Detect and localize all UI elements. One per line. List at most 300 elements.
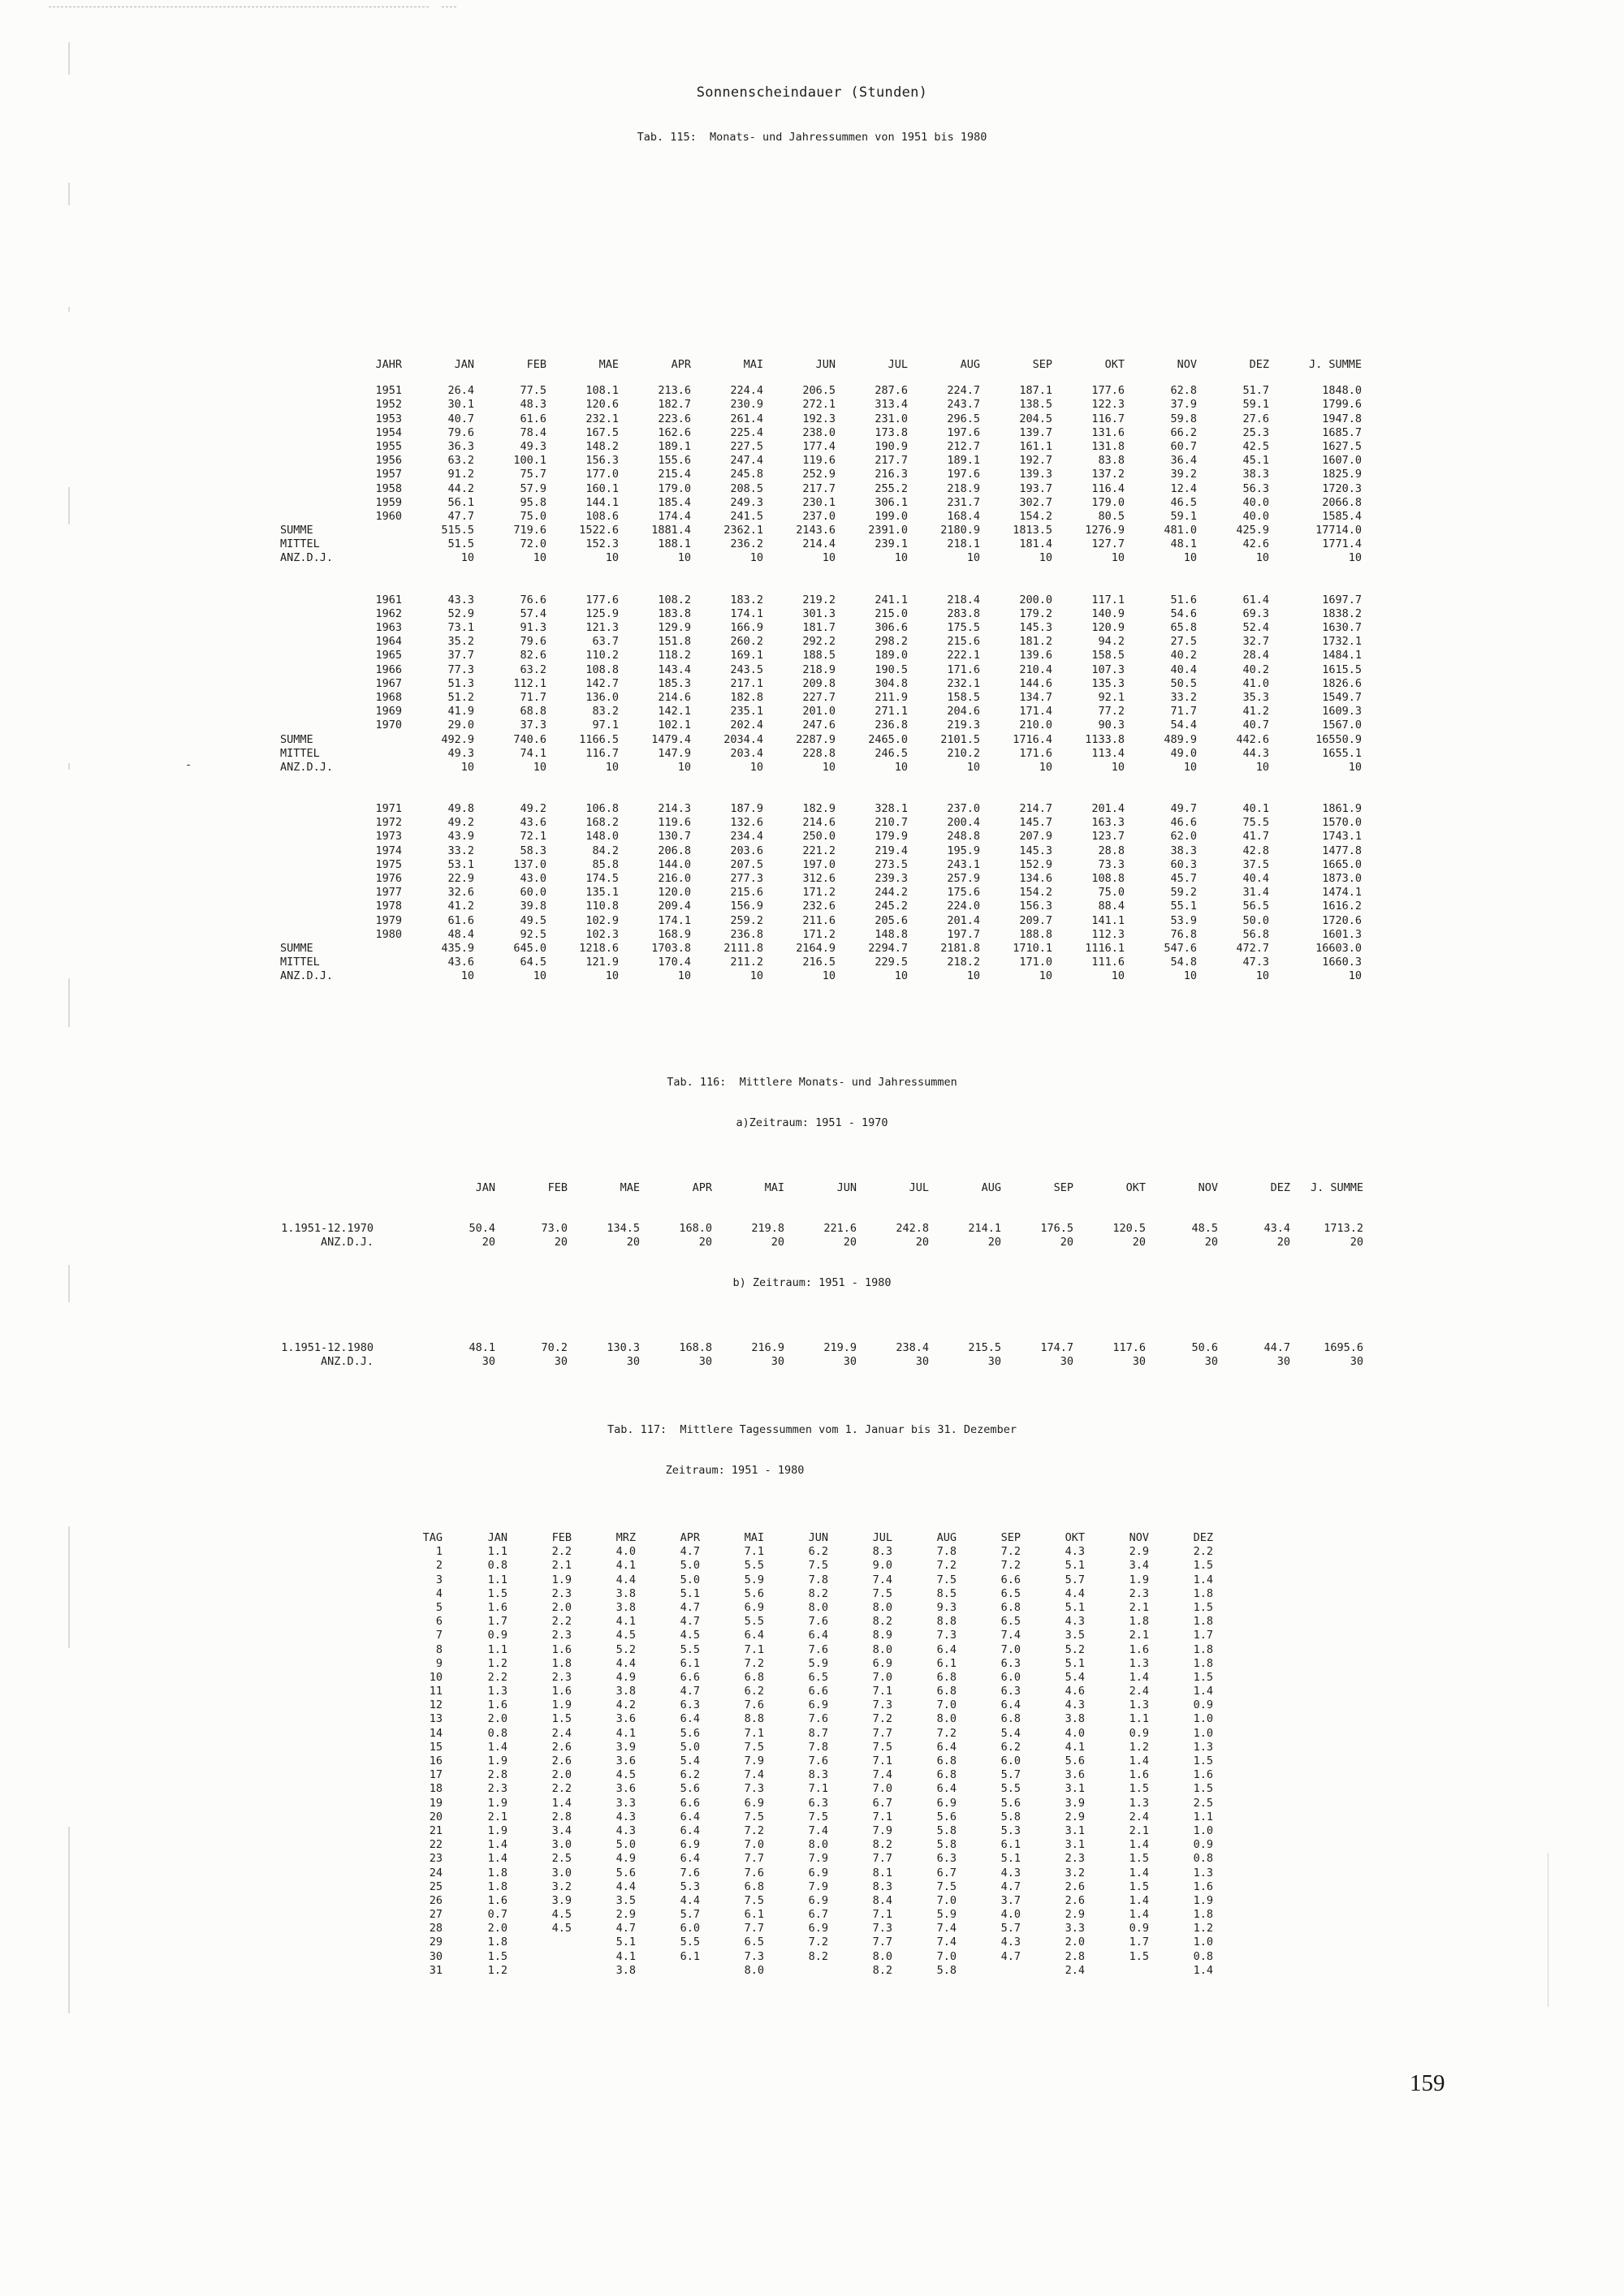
table-cell: 5.3 [680,1880,700,1893]
table-cell: 1974 [375,844,402,857]
table-cell: 62.8 [1170,384,1197,398]
table-cell: 1.5 [487,1586,508,1600]
table-cell: 239.1 [875,537,908,551]
tab117-day-row [410,1671,1213,1685]
table-cell: 6.5 [1000,1586,1021,1600]
table-cell: 5.6 [615,1866,636,1880]
table-cell: 6.8 [936,1685,957,1698]
table-cell: 6.4 [1000,1698,1021,1712]
table-cell: 4.7 [680,1615,700,1629]
table-cell: 1.4 [1193,1685,1213,1698]
table-cell: 4.1 [615,1559,636,1573]
table-cell: 3.8 [615,1963,636,1977]
table-cell: 156.3 [585,454,619,468]
table-cell: 719.6 [513,524,546,537]
table-cell: 166.9 [730,621,763,634]
table-cell: 77.2 [1098,705,1125,719]
table-cell: SEP [1000,1531,1021,1544]
tab117-day-row [410,1615,1213,1629]
tab115-summary-row [280,733,1362,747]
table-cell: 5.5 [680,1642,700,1656]
table-cell: 25 [429,1880,443,1893]
table-cell: 245.8 [730,468,763,481]
table-cell: 2.1 [1129,1823,1149,1837]
table-cell: 7.1 [872,1810,892,1823]
table-cell: 49.3 [447,746,474,760]
table-cell: 162.6 [658,425,691,439]
table-cell: 10 [533,551,546,565]
table-cell: 1979 [375,913,402,927]
table-cell: 37.9 [1170,398,1197,412]
tab116-data-row [280,1222,1363,1236]
table-cell: 7.4 [936,1936,957,1949]
table-cell: 1.4 [1129,1838,1149,1852]
table-cell: 48.3 [520,398,546,412]
table-cell: 313.4 [875,398,908,412]
table-cell: 1615.5 [1322,662,1362,676]
table-cell: 1.5 [1193,1754,1213,1767]
table-cell: 212.7 [947,439,980,453]
table-cell: 277.3 [730,872,763,885]
table-cell: 2.0 [551,1600,572,1614]
table-cell: 1813.5 [1013,524,1052,537]
table-cell: 28 [429,1922,443,1936]
table-cell: 1.6 [487,1600,508,1614]
table-cell: 29.0 [447,719,474,732]
table-cell: 40.0 [1242,509,1269,523]
table-cell: 94.2 [1098,635,1125,649]
table-cell: 6.9 [808,1893,828,1907]
table-cell: 1958 [375,481,402,495]
table-cell: 30 [482,1355,495,1369]
table-cell: 5.6 [936,1810,957,1823]
table-cell: 30 [987,1355,1001,1369]
table-cell [1085,1964,1149,1978]
table-cell: 6.7 [872,1796,892,1810]
table-cell: 142.7 [585,676,619,690]
table-cell: 141.1 [1091,913,1125,927]
tab117-caption: Tab. 117: Mittlere Tagessummen vom 1. Januar bis 31. Dezember [607,1423,1017,1436]
table-cell: 171.6 [1019,746,1052,760]
table-cell: 1961 [375,593,402,606]
table-cell: 4.1 [1065,1740,1085,1754]
tab117-day-row [410,1559,1213,1573]
table-cell: 7.2 [1000,1545,1021,1559]
table-cell: 6.3 [808,1796,828,1810]
table-cell: 160.1 [585,481,619,495]
table-cell: 35.3 [1242,690,1269,704]
table-cell: 7.6 [808,1615,828,1629]
table-cell: 4.5 [615,1768,636,1782]
tab116-header [280,1181,1363,1195]
table-cell: 1973 [375,830,402,844]
table-cell: 40.2 [1170,649,1197,662]
table-cell: 2.1 [551,1559,572,1573]
table-cell: 218.2 [947,956,980,969]
table-cell: 2 [435,1559,443,1573]
table-cell: 252.9 [802,468,836,481]
table-cell: 36.3 [447,439,474,453]
tab117-day-row [410,1797,1213,1810]
table-cell: 1.8 [1193,1615,1213,1629]
table-cell: 195.9 [947,844,980,857]
table-cell: 6.3 [1000,1656,1021,1670]
table-cell: 218.1 [947,537,980,551]
table-cell: 7.0 [936,1893,957,1907]
table-cell: 130.3 [607,1341,640,1354]
table-cell: 2.6 [1065,1880,1085,1893]
table-cell: 5.1 [1065,1656,1085,1670]
table-cell: 135.1 [585,886,619,900]
table-cell: 1838.2 [1322,606,1362,620]
table-cell: 1.4 [1129,1754,1149,1767]
table-cell: 6.9 [680,1838,700,1852]
table-cell: 142.1 [658,705,691,719]
table-cell: 3.9 [615,1740,636,1754]
table-cell: 245.2 [875,900,908,913]
table-cell: 11 [429,1685,443,1698]
table-cell: 43.9 [447,830,474,844]
table-cell: 22.9 [447,872,474,885]
table-cell: 2.2 [1193,1545,1213,1559]
table-cell: 72.1 [520,830,546,844]
table-cell: 70.2 [541,1341,568,1354]
table-cell: 271.1 [875,705,908,719]
table-cell: 63.2 [447,454,474,468]
table-cell: 197.6 [947,468,980,481]
table-cell: 116.4 [1091,481,1125,495]
table-cell: 4.0 [1000,1908,1021,1922]
tab117-day-row [410,1950,1213,1964]
table-cell: 108.2 [658,593,691,606]
table-cell: JUL [872,1531,892,1544]
table-cell: 1.4 [551,1796,572,1810]
tab115-summary-row [280,969,1362,983]
table-cell: 71.7 [1170,705,1197,719]
tab117-day-row [410,1657,1213,1671]
table-cell: 228.8 [802,746,836,760]
table-cell: 41.7 [1242,830,1269,844]
table-cell: 7.1 [872,1908,892,1922]
tab115-year-row [280,691,1362,705]
table-cell: 214.6 [802,816,836,830]
table-cell: 130.7 [658,830,691,844]
table-cell: 1848.0 [1322,384,1362,398]
table-cell: 49.7 [1170,802,1197,816]
table-cell: 116.7 [1091,412,1125,425]
table-cell: 6.9 [808,1698,828,1712]
table-cell: 88.4 [1098,900,1125,913]
table-cell: 36.4 [1170,454,1197,468]
table-cell: 10 [1255,551,1269,565]
table-cell: 6.2 [1000,1740,1021,1754]
table-cell: 6.0 [680,1922,700,1936]
table-cell: 1116.1 [1085,941,1125,955]
table-cell: 6.4 [936,1782,957,1796]
table-cell: 5.3 [1000,1823,1021,1837]
table-cell: 20 [698,1236,712,1249]
table-cell: 32.6 [447,886,474,900]
table-cell: 129.9 [658,621,691,634]
table-cell: 3 [435,1573,443,1586]
table-cell: 10 [966,760,980,774]
table-cell: 7.6 [680,1866,700,1880]
table-cell: 30 [771,1355,784,1369]
table-cell: 247.6 [802,719,836,732]
table-cell: 10 [1255,969,1269,983]
table-cell: 147.9 [658,746,691,760]
table-cell: 211.6 [802,913,836,927]
tab117-day-row [410,1810,1213,1824]
tab117-day-row [410,1754,1213,1768]
table-cell: 82.6 [520,649,546,662]
tab115-year-row [280,496,1362,510]
table-cell: 1477.8 [1322,844,1362,857]
tab115-summary-row [280,537,1362,551]
table-cell: 1.5 [1193,1559,1213,1573]
table-cell: 78.4 [520,425,546,439]
table-cell: 1965 [375,649,402,662]
tab115-year-row [280,844,1362,858]
table-cell: 1218.6 [579,941,619,955]
table-cell: 138.5 [1019,398,1052,412]
table-cell: 3.2 [551,1880,572,1893]
table-cell: 10 [749,760,763,774]
table-cell: 234.4 [730,830,763,844]
table-cell: 57.9 [520,481,546,495]
table-cell: 44.7 [1263,1341,1290,1354]
table-cell: 20 [429,1810,443,1823]
table-cell: 6.3 [1000,1685,1021,1698]
table-cell: 3.4 [1129,1559,1149,1573]
table-cell: 4.5 [615,1629,636,1642]
table-cell: 33.2 [1170,690,1197,704]
table-cell: 28.8 [1098,844,1125,857]
table-cell: 207.9 [1019,830,1052,844]
table-cell: 1627.5 [1322,439,1362,453]
table-cell: 1.0 [1193,1712,1213,1726]
table-cell: 3.8 [615,1586,636,1600]
table-cell: 2181.8 [940,941,980,955]
table-cell: 56.1 [447,495,474,509]
table-cell: 1968 [375,690,402,704]
table-cell: 8.1 [872,1866,892,1880]
table-cell: 1697.7 [1322,593,1362,606]
table-cell: 117.1 [1091,593,1125,606]
table-cell: 7.3 [872,1698,892,1712]
tab115-header-row [280,358,1362,372]
table-cell: 148.0 [585,830,619,844]
table-cell: 7.9 [744,1754,764,1767]
tab117-header-row [410,1531,1213,1545]
table-cell: 120.6 [585,398,619,412]
table-cell: 8 [435,1642,443,1656]
table-cell: 6.2 [808,1545,828,1559]
table-cell: 10 [533,969,546,983]
table-cell: 214.4 [802,537,836,551]
table-cell: 42.8 [1242,844,1269,857]
table-cell: 193.7 [1019,481,1052,495]
tab115-summary-row [280,761,1362,775]
table-cell: 3.5 [615,1893,636,1907]
table-cell: 218.9 [947,481,980,495]
table-cell: 0.9 [1193,1698,1213,1712]
table-cell: 156.9 [730,900,763,913]
table-cell: 246.5 [875,746,908,760]
table-cell: 1977 [375,886,402,900]
table-cell: 10 [822,760,836,774]
table-cell: 7.7 [872,1936,892,1949]
table-cell: 30 [1350,1355,1363,1369]
table-cell: 1956 [375,454,402,468]
table-cell: 4.9 [615,1670,636,1684]
table-cell: 51.2 [447,690,474,704]
table-cell: 236.8 [730,927,763,941]
table-cell: 168.4 [947,509,980,523]
table-cell: ANZ.D.J. [280,969,334,983]
table-cell: 27 [429,1908,443,1922]
table-cell: 59.2 [1170,886,1197,900]
table-cell: 127.7 [1091,537,1125,551]
table-cell: 1.9 [551,1698,572,1712]
table-cell: 1976 [375,872,402,885]
table-cell: 1955 [375,439,402,453]
table-cell: 6.4 [808,1629,828,1642]
table-cell: 4.6 [1065,1685,1085,1698]
tab115-summary-row [280,551,1362,565]
table-cell: 23 [429,1852,443,1866]
table-cell: 1.6 [551,1685,572,1698]
table-cell: 10 [894,969,908,983]
table-cell: 75.0 [1098,886,1125,900]
table-cell: 8.2 [808,1586,828,1600]
table-cell: 1978 [375,900,402,913]
table-cell: 4.7 [615,1922,636,1936]
table-cell: 137.2 [1091,468,1125,481]
table-cell: 7.0 [872,1670,892,1684]
table-cell: 73.1 [447,621,474,634]
table-cell: 65.8 [1170,621,1197,634]
table-cell: 144.6 [1019,676,1052,690]
table-cell: 170.4 [658,956,691,969]
table-cell: DEZ [1193,1531,1213,1544]
table-cell: 259.2 [730,913,763,927]
table-cell: 43.6 [447,956,474,969]
table-cell: 8.7 [808,1726,828,1740]
table-cell: JUL [888,358,908,371]
table-cell: 442.6 [1236,732,1269,746]
tab115-year-row [280,705,1362,719]
table-cell: 1825.9 [1322,468,1362,481]
table-cell: 1952 [375,398,402,412]
table-cell: 221.2 [802,844,836,857]
table-cell: 49.8 [447,802,474,816]
table-cell: 10 [966,969,980,983]
table-cell: 230.1 [802,495,836,509]
table-cell: 1720.3 [1322,481,1362,495]
table-cell: JAN [487,1531,508,1544]
table-cell: 9.3 [936,1600,957,1614]
spacer [280,372,281,384]
table-cell: 60.3 [1170,857,1197,871]
table-cell: 119.6 [802,454,836,468]
table-cell: 306.6 [875,621,908,634]
tab117-day-row [410,1852,1213,1866]
table-cell: MITTEL [280,537,320,551]
table-cell: 2.8 [487,1768,508,1782]
table-cell: 111.6 [1091,956,1125,969]
table-cell: 1522.6 [579,524,619,537]
table-cell: 4.3 [1065,1545,1085,1559]
tab117-day-row [410,1698,1213,1712]
table-cell: 110.8 [585,900,619,913]
table-cell: 6.2 [680,1768,700,1782]
table-cell: 5.9 [936,1908,957,1922]
table-cell: 5.0 [680,1740,700,1754]
table-cell: 0.8 [487,1559,508,1573]
table-cell: 79.6 [520,635,546,649]
table-cell [957,1964,1021,1978]
table-cell: 75.0 [520,509,546,523]
table-cell: 312.6 [802,872,836,885]
table-cell: 301.3 [802,606,836,620]
table-cell: 209.4 [658,900,691,913]
table-cell: 4.7 [680,1545,700,1559]
table-cell: 8.4 [872,1893,892,1907]
table-cell: 1969 [375,705,402,719]
table-cell: 6.8 [1000,1712,1021,1726]
tab117-day-row [410,1741,1213,1754]
table-cell: 48.1 [469,1341,495,1354]
table-cell: 243.5 [730,662,763,676]
table-cell: 10 [605,760,619,774]
tab117-day-row [410,1908,1213,1922]
table-cell: 5.2 [615,1642,636,1656]
tab117-day-row [410,1727,1213,1741]
table-cell: 6.0 [1000,1754,1021,1767]
table-cell: 5.8 [936,1838,957,1852]
table-cell: 1.4 [487,1740,508,1754]
table-cell: 10 [749,969,763,983]
table-cell: 12 [429,1698,443,1712]
table-cell: 4.2 [615,1698,636,1712]
table-cell: 118.2 [658,649,691,662]
table-cell: 30 [843,1355,857,1369]
table-cell: 132.6 [730,816,763,830]
table-cell: 215.6 [730,886,763,900]
table-cell: 8.0 [936,1712,957,1726]
tab115-summary-row [280,747,1362,761]
table-cell: 2.3 [1129,1586,1149,1600]
table-cell: 7.4 [872,1768,892,1782]
table-cell: SUMME [280,941,313,955]
table-cell: 158.5 [1091,649,1125,662]
tab117-table [410,1531,1213,1978]
table-cell: 7.1 [808,1782,828,1796]
table-cell: 64.5 [520,956,546,969]
scan-artifact-left-edge [68,183,70,205]
table-cell: 3.6 [615,1754,636,1767]
table-cell: 56.8 [1242,927,1269,941]
table-cell: 1.3 [1129,1698,1149,1712]
tab115-year-row [280,454,1362,468]
table-cell: 217.7 [802,481,836,495]
table-cell: 0.8 [1193,1852,1213,1866]
table-cell: 1.1 [1129,1712,1149,1726]
table-cell: 181.7 [802,621,836,634]
table-cell: 192.3 [802,412,836,425]
table-cell: MAI [743,358,763,371]
